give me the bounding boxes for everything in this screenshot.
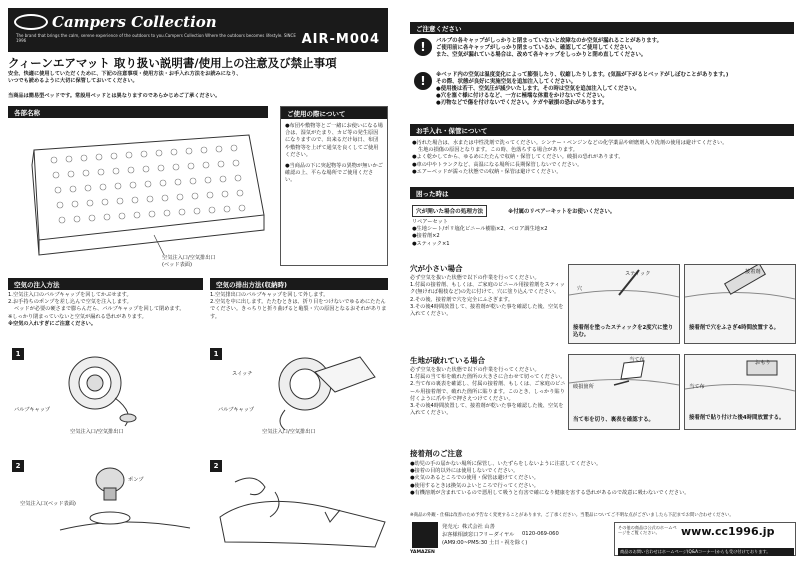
intro-line-2: いつでも読めるように大切に保管しておいてください。 xyxy=(8,78,138,84)
big-hole-steps xyxy=(410,367,566,417)
fig-number-3: 1 xyxy=(210,348,222,360)
care-item-4: ●エアーベッドが濡った状態での収納・保管は避けてください。 xyxy=(412,168,562,175)
parts-heading: 各部名称 xyxy=(8,106,268,118)
small-hole-fig-1 xyxy=(568,264,680,344)
deflate-heading: 空気の排出方法(収納時) xyxy=(210,278,388,290)
inflate-steps xyxy=(8,292,208,328)
caution-line-6: ●使用後は若干、空気圧が減少いたします。その時は空気を追加注入してください。 xyxy=(436,86,640,92)
warning-icon-2: ! xyxy=(414,72,432,90)
fig3-cap-label: バルブキャップ xyxy=(218,407,255,413)
big-hole-line-1: 必ず空気を抜いた状態で以下の作業を行ってください。 xyxy=(410,367,540,373)
big-hole-fig-1 xyxy=(568,354,680,430)
small-hole-heading: 穴が小さい場合 xyxy=(410,264,463,273)
valve-label: 空気注入口/空気排出口 xyxy=(162,255,216,261)
support-phone: 0120-069-060 xyxy=(522,531,559,537)
brand-logo-icon xyxy=(14,14,48,30)
usage-box xyxy=(280,106,388,266)
warning-icon: ! xyxy=(414,38,432,56)
stick-illustration xyxy=(569,265,679,315)
folding-illustration xyxy=(215,462,390,552)
valve-label-sub: (ベッド表面) xyxy=(162,262,192,268)
intro-line-1: 安全、快適に使用していただくために、下記の注意事項・使用方法・お手入れ方法をお読みになり、 xyxy=(8,71,242,77)
caution-line-3: また、空気が漏れている場合は、改めて各キャップをしっかりと閉め直してください。 xyxy=(436,52,647,58)
inflate-heading: 空気の注入方法 xyxy=(8,278,203,290)
usage-heading: ご使用の際について xyxy=(281,107,387,119)
support-address: お客様相談窓口フリーダイヤル xyxy=(442,532,515,538)
kit-item-1: ●生地シート/ポリ塩化ビニール樹脂×2、ベロア調生地×2 xyxy=(412,226,548,233)
inflate-note-2: ※空気の入れすぎにご注意ください。 xyxy=(8,320,97,327)
deflate-step-1: 1.空気排出口のバルブキャップを回して外します。 xyxy=(210,292,329,298)
care-item-1b: 生地の損傷の原因となります。この時、色落ちする場合があります。 xyxy=(418,147,578,154)
small-hole-line-2: 1.付属の接着剤、もしくは、ご家庭のビニール用接着剤をスティック(無ければ楊枝など)の先に付けて、穴に塗り込んでください。 xyxy=(410,282,565,296)
inflate-note-1: ※しっかり閉まっていないと空気が漏れる恐れがあります。 xyxy=(8,313,147,320)
adhesive-item-3: ●火気のあるところでの使用・保管は避けてください。 xyxy=(410,475,539,482)
weight-illustration xyxy=(685,355,795,403)
caution-line-1: バルブの各キャップがしっかりと閉まっていないと故障なのか空気が漏れることがあります。 xyxy=(436,38,662,44)
caution-line-8: ●刃物などで傷を付けないでください。ケガや破損の恐れがあります。 xyxy=(436,100,608,106)
trouble-heading: 困った時は xyxy=(410,187,794,199)
adhesive-item-5: ●有機溶剤が含まれているので悪用して吸うと有害で確になり健康を害する恐れがあるので故意に吸わないでください。 xyxy=(410,489,690,496)
fig-patch-label: 当て布 xyxy=(629,357,645,363)
care-item-1: ●汚れた場合は、水または中性洗剤で洗ってください。シンナー・ベンジンなどの化学薬品や研磨剤入り洗剤の使用は避けてください。 xyxy=(412,140,728,146)
fig3-port-label: 空気注入口/空気排出口 xyxy=(262,429,316,435)
caution-heading: ご注意ください xyxy=(410,22,794,34)
fig2-pump-label: ポンプ xyxy=(128,477,144,483)
page-title: クィーンエアマット 取り扱い説明書/使用上の注意及び禁止事項 xyxy=(8,56,337,70)
fig-number-2: 2 xyxy=(12,460,24,472)
website-note-2: 商品のお問い合わせはホームページ(Q&Aコーナー)からも受け付けております。 xyxy=(618,548,794,556)
fig3-switch-label: スイッチ xyxy=(232,371,253,377)
fig2-caption: 接着剤で穴をふさぎ4時間放置する。 xyxy=(689,325,780,331)
fig1-cap-label: バルブキャップ xyxy=(14,407,51,413)
support-hours: (AM9:00~PM5:30 土日・祝を除く) xyxy=(442,540,528,546)
kit-item-2: ●接着剤×2 xyxy=(412,233,440,240)
product-note: 当商品は簡易型ベッドです。常設用ベッドとは異なりますのであらかじめご了承ください。 xyxy=(8,93,221,99)
usage-item-1: ●布団や敷物等とご一緒にお使いになる場合は、湿気がたまり、カビ等の発生原因になりますので、出来るだけ毎日、布団や敷物等を上げて通気を良くしてご使用ください。 xyxy=(285,123,383,158)
usage-item-2: ●当商品の下に突起物等の異物が無いかご確認の上、平らな場所でご使用ください。 xyxy=(285,163,383,184)
adhesive-item-2: ●接着の目的以外には使用しないでください。 xyxy=(410,468,519,475)
seller-label: 発売元: xyxy=(442,524,460,530)
kit-title: リペアーセット xyxy=(412,219,448,225)
small-hole-line-4: 3.その後4時間放置して、接着剤が乾いた事を確認した後、空気を入れてください。 xyxy=(410,303,564,318)
care-list xyxy=(412,140,798,176)
fig-tear-label: 破損箇所 xyxy=(573,384,594,390)
yamazen-logo-icon xyxy=(412,522,438,548)
valve-switch-illustration xyxy=(265,352,395,432)
small-hole-line-3: 2.その後、接着剤で穴を完全にふさぎます。 xyxy=(410,296,514,303)
caution-block-1 xyxy=(436,38,796,59)
website-url[interactable]: www.cc1996.jp xyxy=(681,525,775,538)
adhesive-item-4: ●使用するときは換気のよいところで行ってください。 xyxy=(410,482,539,489)
website-box xyxy=(614,522,796,556)
caution-block-2 xyxy=(436,72,796,107)
fig1-caption: 接着剤を塗ったスティックを2度穴に塗り込む。 xyxy=(573,325,674,338)
fig2-port-label: 空気注入口(ベッド表面) xyxy=(20,501,76,507)
adhesive-heading: 接着剤のご注意 xyxy=(410,449,463,458)
fig-number-4: 2 xyxy=(210,460,222,472)
repair-method-label: 穴が開いた場合の処理方法 xyxy=(412,205,487,217)
care-heading: お手入れ・保管について xyxy=(410,124,794,136)
fig-stick-label: スティック xyxy=(625,271,651,277)
caution-line-4: ※ベッド内の空気は温度変化によって膨張したり、収縮したりします。(気温が下がるとベッドがしぼむことがあります。) xyxy=(436,72,729,78)
patch-cut-illustration xyxy=(569,355,679,403)
seller-name: 株式会社 山善 xyxy=(462,524,495,530)
fig1-port-label: 空気注入口/空気排出口 xyxy=(70,429,124,435)
care-item-3: ●車の中やトランクなど、高温になる場所に長期保管しないでください。 xyxy=(412,161,583,168)
inflate-step-1: 1.空気注入口のバルブキャップを回してかぶせます。 xyxy=(8,292,132,298)
footer-note: ※商品の外観・仕様は改善のため予告なく変更することがあります。ご了承ください。当製品についてご不明な点がございましたら下記までお問い合わせください。 xyxy=(410,513,734,518)
inflate-step-2b: ベッドが必要の硬さまで膨らんだら、バルブキャップを回して閉めます。 xyxy=(14,306,185,313)
deflate-step-2: 2.空気を中に出します。たたむときは、折り目をつけないでゆるめにたたんでください。きっちりと折り曲げると亀裂・穴の原因となるおそれがあります。 xyxy=(210,299,387,320)
adhesive-item-1: ●幼児の手の届かない場所に保管し、いたずらをしないように注意してください。 xyxy=(410,461,602,467)
big-hole-line-2: 1.付属の当て布を破れた箇所の大きさに合わせて切ってください。 xyxy=(410,374,566,381)
mattress-illustration xyxy=(14,120,269,270)
repair-kit-note: ※付属のリペアーキットをお使いください。 xyxy=(508,209,616,215)
valve-cap-illustration xyxy=(50,348,180,428)
brand-header xyxy=(8,8,388,52)
small-hole-line-1: 必ず空気を抜いた状態で以下の作業を行ってください。 xyxy=(410,275,540,281)
big-fig2-caption: 接着剤で貼り付けた後4時間放置する。 xyxy=(689,415,785,421)
caution-line-7: ●穴を塞ぐ様に付けるなど、一方に極端な体重をかけないでください。 xyxy=(436,93,608,99)
caution-line-2: ご使用前に各キャップがしっかり閉まっているか、確認してご使用してください。 xyxy=(436,45,636,51)
big-hole-line-3: 2.当て布の裏表を確認し、付属の接着剤、もしくは、ご家庭のビニール用接着剤で、破れた箇所に貼ります。このとき、しっかり貼り付くように爪や手で押さえつけてください。 xyxy=(410,381,566,402)
caution-line-5: その際、状態が良好に実施空気を追加注入してください。 xyxy=(436,79,577,85)
fig-patch2-label: 当て布 xyxy=(689,384,705,390)
fig-hole-label: 穴 xyxy=(577,286,583,292)
company-logo-text: YAMAZEN xyxy=(410,550,435,555)
repair-kit-list xyxy=(412,219,662,248)
kit-item-3: ●スティック×1 xyxy=(412,240,450,247)
deflate-steps xyxy=(210,292,390,321)
brand-tagline: The brand that brings the calm, serene experience of the outdoors to you.Campers Collection Where the outdoors becomes lifestyle. SINCE 1996 xyxy=(16,33,296,43)
fig-number-1: 1 xyxy=(12,348,24,360)
big-hole-heading: 生地が破れている場合 xyxy=(410,356,485,365)
model-number: AIR-M004 xyxy=(301,32,380,47)
inflate-step-2: 2.お手持ちのポンプを差し込んで空気を注入します。 xyxy=(8,299,132,306)
big-hole-fig-2 xyxy=(684,354,796,430)
brand-name: Campers Collection xyxy=(52,13,217,31)
adhesive-list xyxy=(410,461,796,497)
care-item-2: ●よく乾かしてから、ゆるめにたたんで収納・保管してください。破損の恐れがあります。 xyxy=(412,154,624,161)
big-hole-line-4: 3.その後4時間放置して、接着剤が乾いた事を確認した後、空気を入れてください。 xyxy=(410,403,564,417)
fig-weight-label: おもり xyxy=(755,360,771,366)
small-hole-steps xyxy=(410,275,566,318)
small-hole-fig-2 xyxy=(684,264,796,344)
fig-glue-label: 接着剤 xyxy=(745,269,761,275)
big-fig1-caption: 当て布を切り、裏表を確認する。 xyxy=(573,417,654,423)
glue-tube-illustration xyxy=(685,265,795,315)
website-note: その他の商品は公式のホームページをご覧ください。 xyxy=(618,525,677,535)
